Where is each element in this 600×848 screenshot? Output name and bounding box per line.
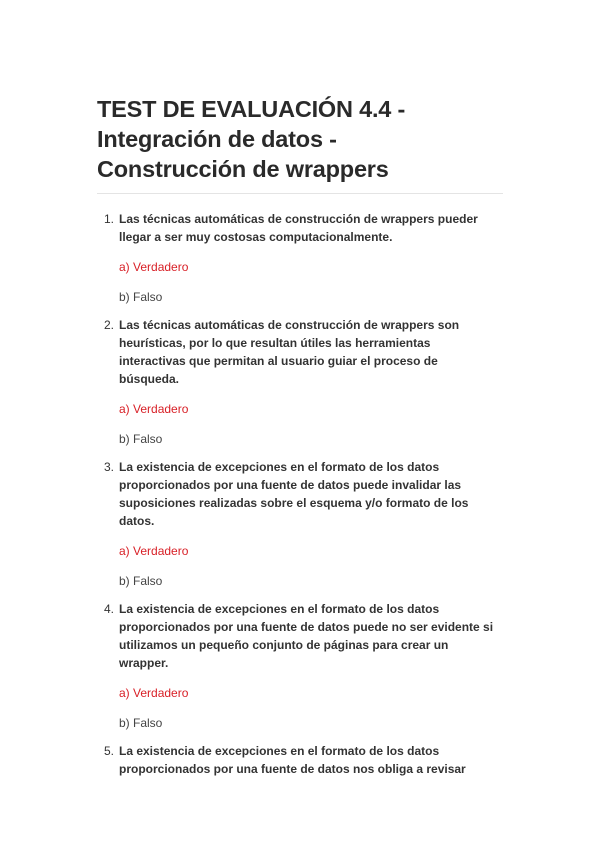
question-number: 3. (104, 460, 115, 474)
question-line: La existencia de excepciones en el formato de los datos (119, 744, 440, 758)
title-line: Integración de datos - (97, 126, 337, 152)
question-number: 4. (104, 602, 115, 616)
document-title (97, 94, 503, 184)
question-line: La existencia de excepciones en el formato de los datos (119, 602, 440, 616)
question-line: suposiciones realizadas sobre el esquema y/o formato de los (119, 496, 469, 510)
answer-option-false: b) Falso (119, 432, 163, 446)
question-line: proporcionados por una fuente de datos puede no ser evidente si (119, 620, 494, 634)
question-line: proporcionados por una fuente de datos nos obliga a revisar (119, 762, 466, 776)
answer-option-false: b) Falso (119, 290, 163, 304)
answer-option-true: a) Verdadero (119, 686, 189, 700)
question-text (119, 316, 503, 388)
question-text (119, 600, 503, 672)
title-line: Construcción de wrappers (97, 156, 389, 182)
document-page (97, 94, 503, 789)
question-item (97, 742, 503, 778)
question-line: proporcionados por una fuente de datos puede invalidar las (119, 478, 462, 492)
question-item (97, 316, 503, 447)
question-line: llegar a ser muy costosas computacionalmente. (119, 230, 393, 244)
question-line: interactivas que permitan al usuario guiar el proceso de (119, 354, 438, 368)
answer-option-true: a) Verdadero (119, 402, 189, 416)
question-item (97, 600, 503, 731)
title-divider (97, 193, 503, 194)
question-item (97, 210, 503, 305)
question-line: wrapper. (119, 656, 169, 670)
question-number: 2. (104, 318, 115, 332)
question-number: 1. (104, 212, 115, 226)
question-item (97, 458, 503, 589)
question-text (119, 742, 503, 778)
question-line: utilizamos un pequeño conjunto de páginas para crear un (119, 638, 449, 652)
question-text (119, 458, 503, 530)
answer-option-false: b) Falso (119, 716, 163, 730)
question-line: Las técnicas automáticas de construcción de wrappers son (119, 318, 460, 332)
answer-option-false: b) Falso (119, 574, 163, 588)
question-line: La existencia de excepciones en el formato de los datos (119, 460, 440, 474)
question-line: búsqueda. (119, 372, 180, 386)
answer-option-true: a) Verdadero (119, 260, 189, 274)
question-list (97, 210, 503, 778)
question-number: 5. (104, 744, 115, 758)
question-text (119, 210, 503, 246)
question-line: heurísticas, por lo que resultan útiles las herramientas (119, 336, 431, 350)
answer-option-true: a) Verdadero (119, 544, 189, 558)
question-line: datos. (119, 514, 155, 528)
title-line: TEST DE EVALUACIÓN 4.4 - (97, 96, 406, 122)
question-line: Las técnicas automáticas de construcción de wrappers pueder (119, 212, 478, 226)
